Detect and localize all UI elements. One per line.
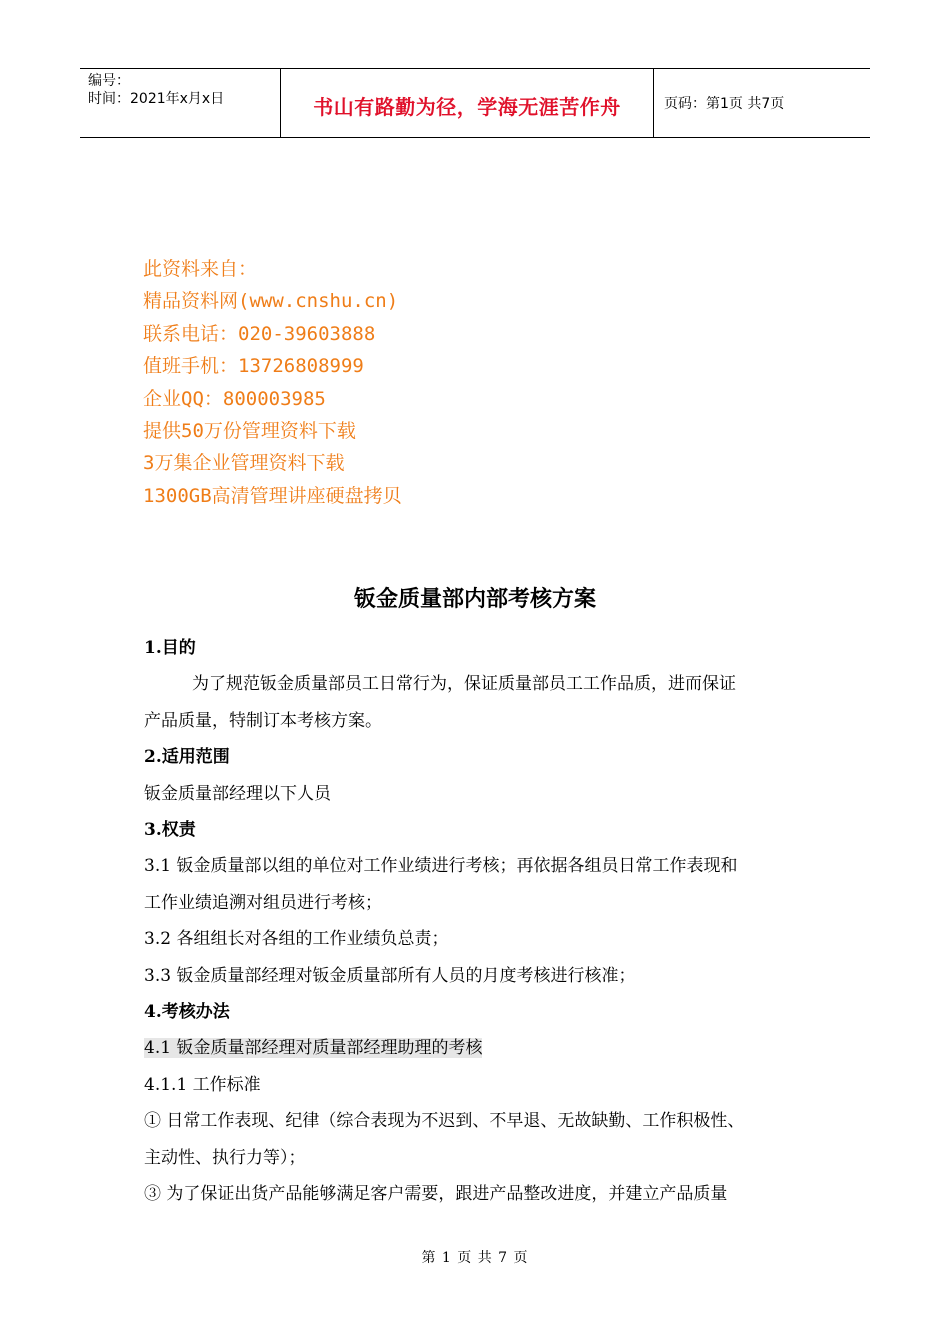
time-label: 时间：2021年x月x日 [88, 91, 225, 107]
paragraph-line: 钣金质量部经理以下人员 [144, 783, 331, 804]
paragraph-line: 为了规范钣金质量部员工日常行为，保证质量部员工工作品质，进而保证 [192, 674, 736, 695]
section-heading-method: 4.考核办法 [144, 1002, 230, 1023]
page-footer: 第 1 页 共 7 页 [421, 1250, 529, 1266]
source-info-line: 提供50万份管理资料下载 [143, 420, 356, 443]
section-heading-purpose: 1.目的 [144, 638, 196, 658]
paragraph-line: 3.1 钣金质量部以组的单位对工作业绩进行考核；再依据各组员日常工作表现和 [144, 856, 738, 877]
paragraph-line: 工作业绩追溯对组员进行考核； [144, 892, 382, 913]
header-page-info: 页码：第1页 共7页 [664, 96, 785, 112]
source-info-line: 企业QQ：800003985 [143, 387, 326, 410]
source-info-block [143, 253, 402, 512]
paragraph-line: 3.2 各组组长对各组的工作业绩负总责； [144, 929, 449, 950]
source-info-line: 此资料来自： [143, 258, 258, 280]
subsection-heading [144, 1030, 824, 1066]
document-body [144, 630, 824, 1213]
source-info-line: 1300GB高清管理讲座硬盘拷贝 [143, 484, 402, 507]
source-info-line: 值班手机：13726808999 [143, 355, 364, 378]
paragraph-line: 4.1.1 工作标准 [144, 1074, 261, 1095]
source-info-line: 精品资料网(www.cnshu.cn) [143, 290, 399, 313]
paragraph-line: 主动性、执行力等）； [144, 1147, 306, 1168]
source-info-line: 联系电话：020-39603888 [143, 322, 376, 345]
section-heading-responsibility: 3.权责 [144, 820, 196, 841]
section-heading-scope: 2.适用范围 [144, 747, 230, 768]
source-info-line: 3万集企业管理资料下载 [143, 452, 345, 475]
paragraph-line: 产品质量，特制订本考核方案。 [144, 710, 382, 731]
paragraph-line: ① 日常工作表现、纪律（综合表现为不迟到、不早退、无故缺勤、工作积极性、 [144, 1111, 745, 1132]
document-header [80, 68, 870, 138]
header-motto: 书山有路勤为径，学海无涯苦作舟 [281, 69, 654, 137]
document-title: 钣金质量部内部考核方案 [353, 586, 596, 612]
header-meta-cell [80, 69, 281, 137]
paragraph-line: 3.3 钣金质量部经理对钣金质量部所有人员的月度考核进行核准； [144, 965, 636, 986]
paragraph-line: ③ 为了保证出货产品能够满足客户需要，跟进产品整改进度，并建立产品质量 [144, 1184, 728, 1205]
serial-number-label: 编号： [88, 73, 130, 89]
highlighted-text: 4.1 钣金质量部经理对质量部经理助理的考核 [144, 1038, 483, 1059]
